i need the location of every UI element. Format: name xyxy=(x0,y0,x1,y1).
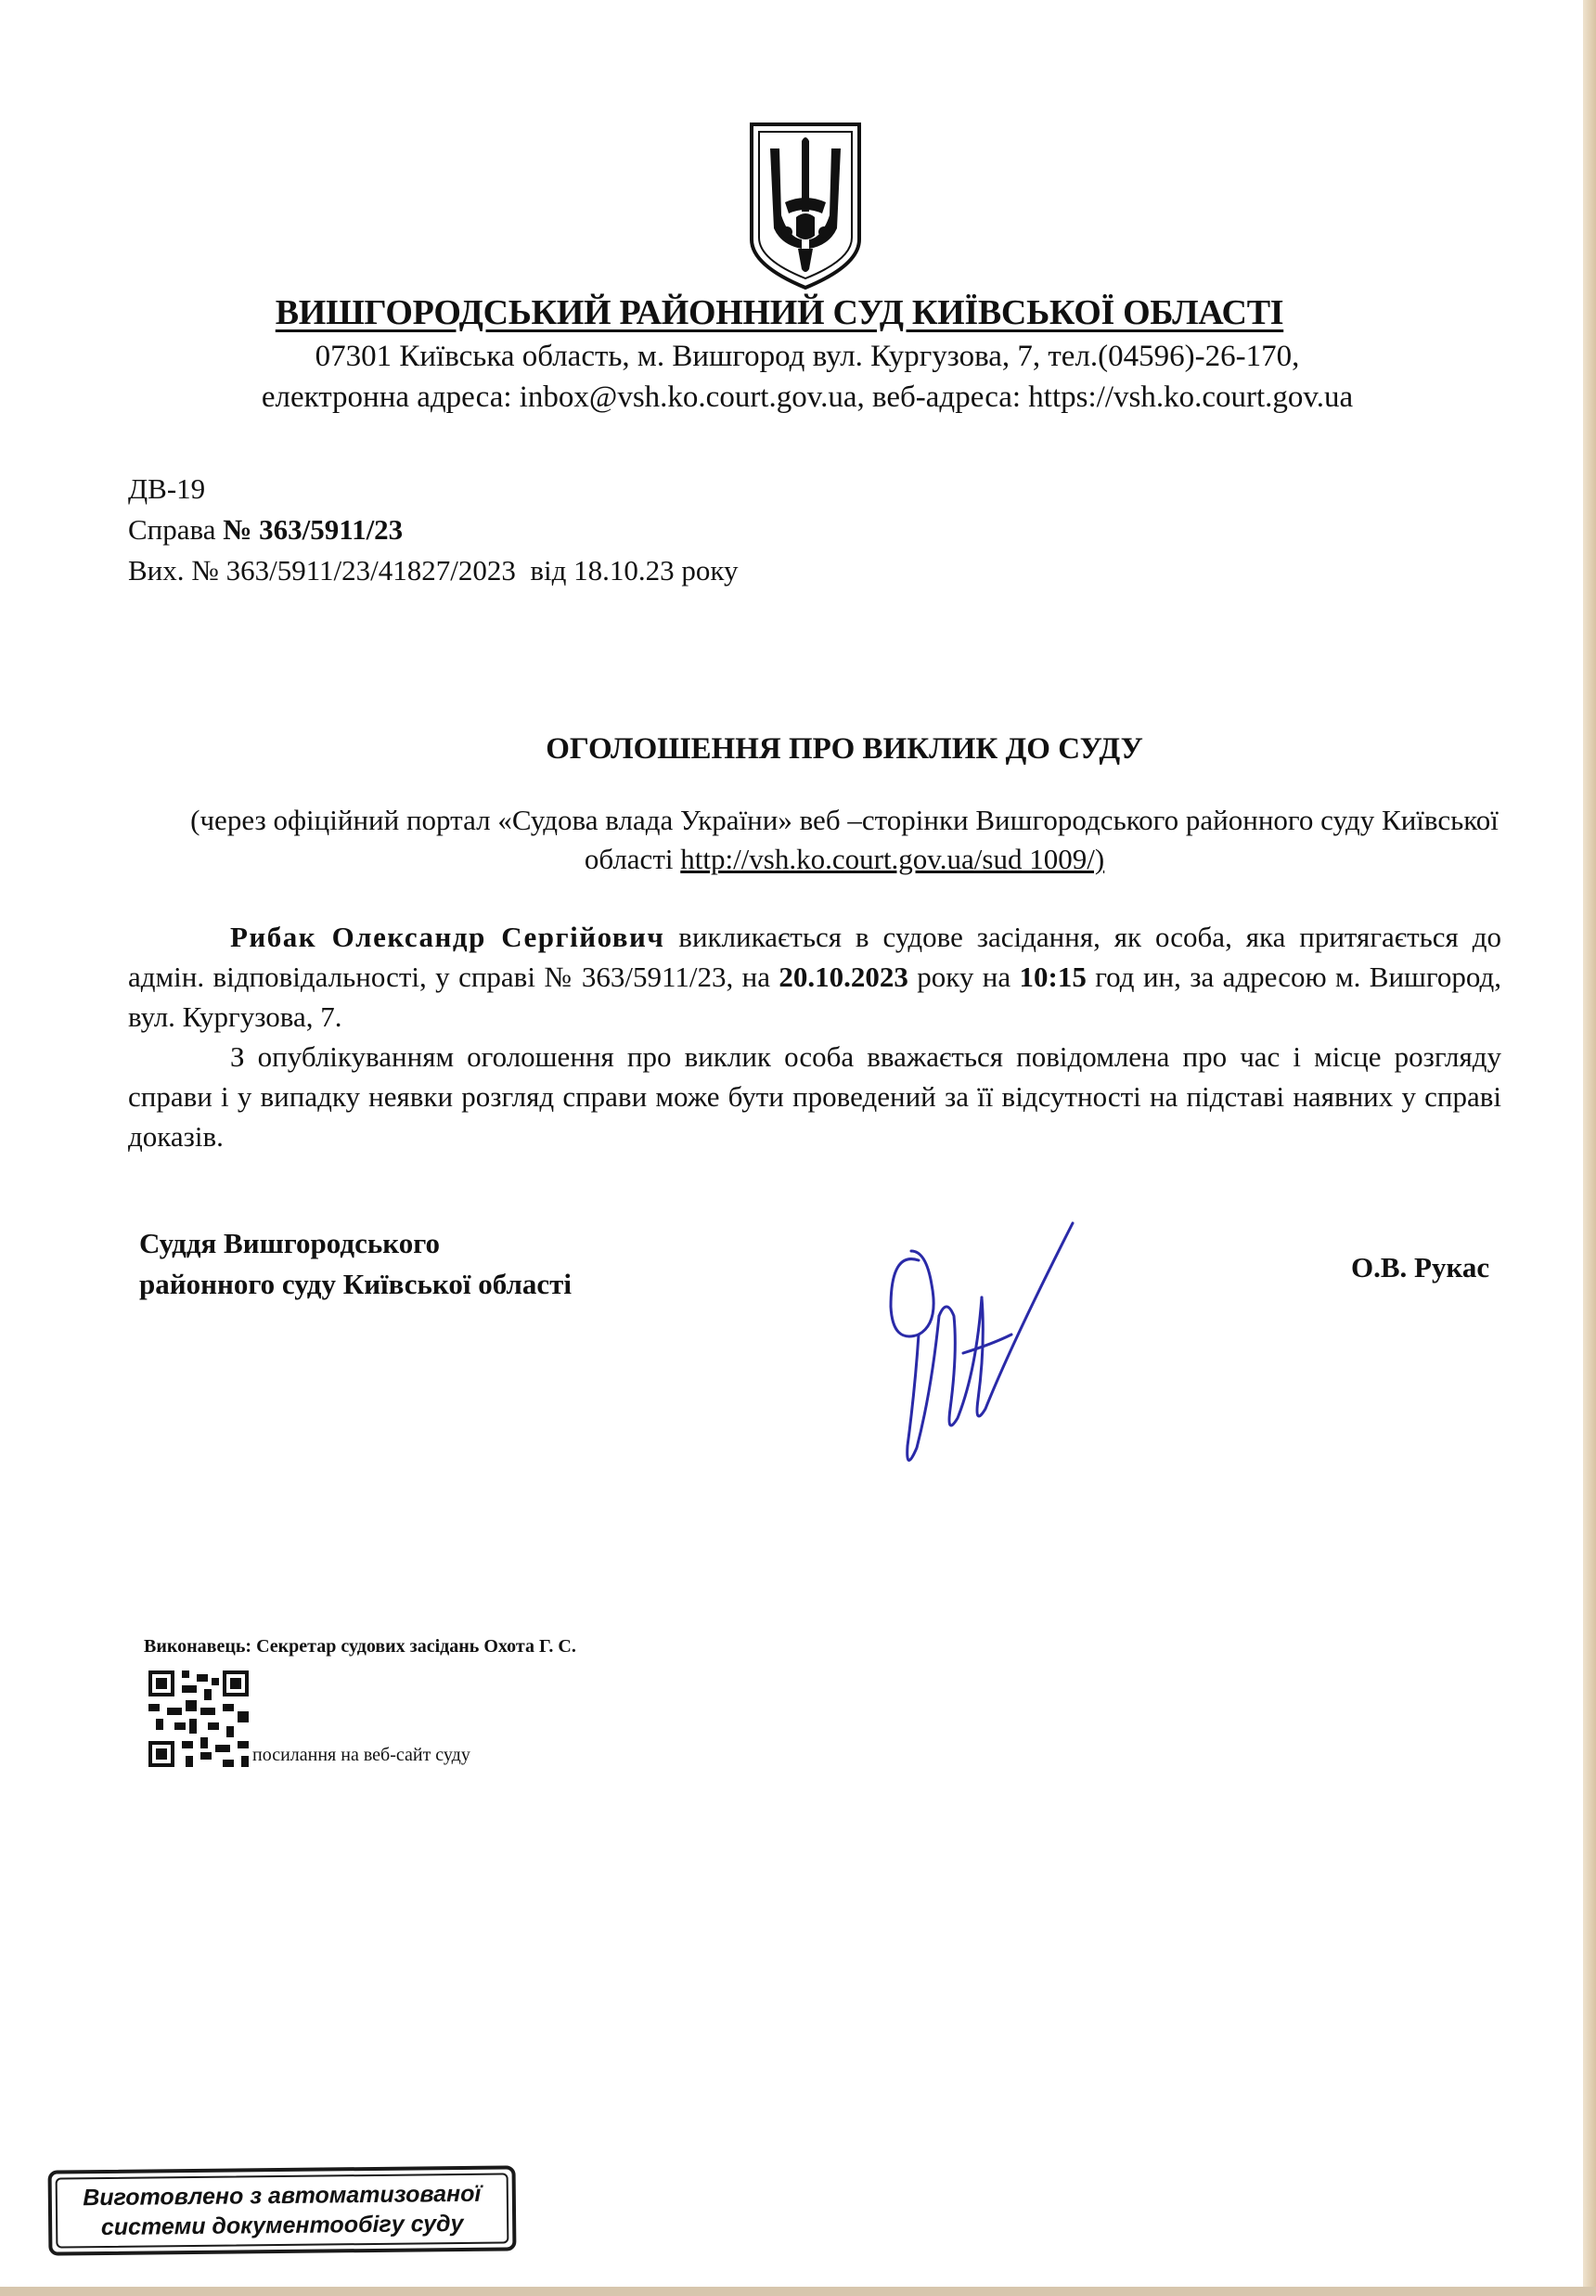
outgoing-number: Вих. № 363/5911/23/41827/2023 від 18.10.23 року xyxy=(128,554,739,587)
subtitle-text: (через офіційний портал «Судова влада України» веб –сторінки Вишгородського районного суду Київської області xyxy=(190,804,1499,875)
qr-code-icon[interactable] xyxy=(148,1670,249,1767)
notice-title: ОГОЛОШЕННЯ ПРО ВИКЛИК ДО СУДУ xyxy=(546,732,1143,766)
summons-text-a: викликається в судове засідання, як особа, яка притягається до адмін. відповідальності, у справі № 363/5911/23, на xyxy=(128,921,1501,993)
court-address: 07301 Київська область, м. Вишгород вул. Кургузова, 7, тел.(04596)-26-170, xyxy=(315,340,1300,373)
paragraph-consequences: З опублікуванням оголошення про виклик особа вважається повідомлена про час і місце розгляду справи і у випадку неявки розгляд справи може бути проведений за її відсутності на підставі наявних у справі доказів. xyxy=(128,1040,1501,1153)
notice-body xyxy=(128,917,1501,1156)
judge-name: О.В. Рукас xyxy=(1351,1251,1490,1283)
automated-system-stamp xyxy=(48,2165,517,2255)
hearing-date: 20.10.2023 xyxy=(779,961,908,993)
handwritten-signature-icon xyxy=(854,1205,1095,1483)
paper-edge-right xyxy=(1583,0,1596,2296)
summons-text-b: року на xyxy=(907,961,1020,993)
case-reference xyxy=(128,510,739,550)
court-contacts: електронна адреса: inbox@vsh.ko.court.gov.ua, веб-адреса: https://vsh.ko.court.gov.ua xyxy=(261,381,1354,414)
judge-title-line1: Суддя Вишгородського xyxy=(139,1227,441,1259)
judge-title xyxy=(139,1223,572,1305)
summons-text-c: год ин, за адресою м. Вишгород, вул. Кургузова, 7. xyxy=(128,961,1501,1033)
paper-edge-bottom xyxy=(0,2287,1596,2296)
court-name-heading: ВИШГОРОДСЬКИЙ РАЙОННИЙ СУД КИЇВСЬКОЇ ОБЛАСТІ xyxy=(275,293,1284,332)
form-code: ДВ-19 xyxy=(128,472,206,505)
paragraph-summons xyxy=(128,917,1501,1037)
qr-code-label: посилання на веб-сайт суду xyxy=(252,1745,470,1765)
person-name: Рибак Олександр Сергійович xyxy=(230,921,665,953)
coat-of-arms-icon xyxy=(748,121,863,291)
document-references xyxy=(128,469,739,591)
stamp-line1: Виготовлено з автоматизованої xyxy=(83,2180,482,2212)
executor-line: Виконавець: Секретар судових засідань Охота Г. С. xyxy=(144,1636,576,1657)
hearing-time: 10:15 xyxy=(1019,961,1087,993)
stamp-line2: системи документообігу суду xyxy=(100,2210,464,2241)
judge-title-line2: районного суду Київської області xyxy=(139,1268,572,1300)
case-label: Справа xyxy=(128,513,224,546)
court-portal-link[interactable]: http://vsh.ko.court.gov.ua/sud 1009/) xyxy=(680,843,1105,875)
case-number: № 363/5911/23 xyxy=(223,513,404,546)
notice-subtitle xyxy=(186,801,1503,879)
